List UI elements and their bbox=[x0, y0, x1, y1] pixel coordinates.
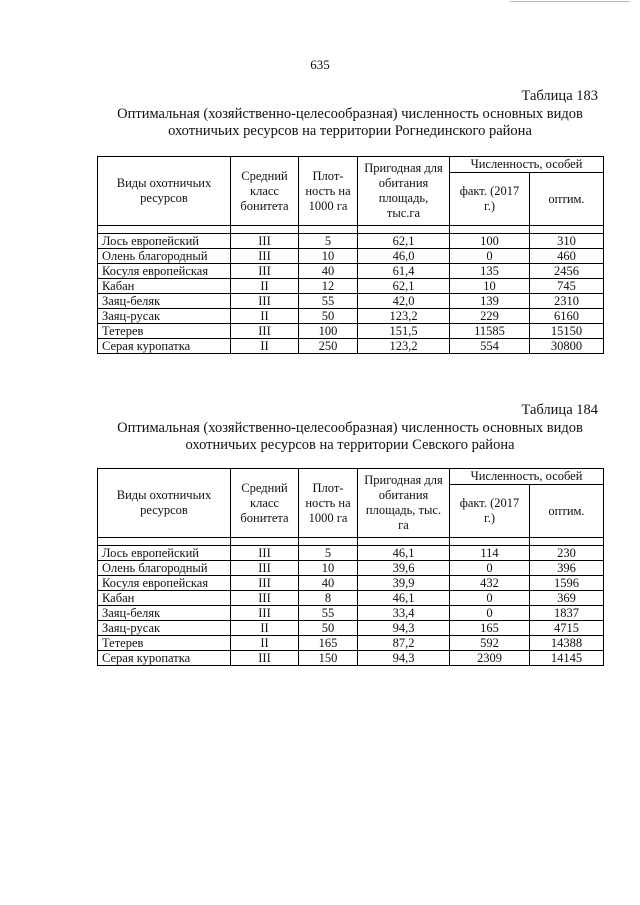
header-area: Пригодная для обитания площадь, тыс.га bbox=[358, 157, 450, 226]
cell-optim: 745 bbox=[530, 279, 604, 294]
cell-class: III bbox=[231, 606, 299, 621]
cell-class: III bbox=[231, 249, 299, 264]
cell-optim: 2456 bbox=[530, 264, 604, 279]
cell-density: 5 bbox=[299, 234, 358, 249]
cell-name: Кабан bbox=[98, 591, 231, 606]
cell-optim: 230 bbox=[530, 546, 604, 561]
cell-optim: 460 bbox=[530, 249, 604, 264]
cell-density: 100 bbox=[299, 324, 358, 339]
cell-area: 61,4 bbox=[358, 264, 450, 279]
cell-class: III bbox=[231, 264, 299, 279]
table-row bbox=[98, 264, 604, 279]
cell-optim: 310 bbox=[530, 234, 604, 249]
cell-area: 94,3 bbox=[358, 621, 450, 636]
header-class: Средний класс бонитета bbox=[231, 469, 299, 538]
header-class: Средний класс бонитета bbox=[231, 157, 299, 226]
cell-fact: 229 bbox=[450, 309, 530, 324]
cell-density: 250 bbox=[299, 339, 358, 354]
cell-optim: 2310 bbox=[530, 294, 604, 309]
cell-area: 123,2 bbox=[358, 339, 450, 354]
cell-density: 5 bbox=[299, 546, 358, 561]
table-183 bbox=[97, 156, 604, 354]
cell-name: Олень благородный bbox=[98, 249, 231, 264]
cell-fact: 432 bbox=[450, 576, 530, 591]
cell-name: Заяц-русак bbox=[98, 309, 231, 324]
cell-optim: 6160 bbox=[530, 309, 604, 324]
cell-area: 42,0 bbox=[358, 294, 450, 309]
header-density: Плот-ность на 1000 га bbox=[299, 469, 358, 538]
header-species: Виды охотничьих ресурсов bbox=[98, 469, 231, 538]
header-species: Виды охотничьих ресурсов bbox=[98, 157, 231, 226]
table-row bbox=[98, 279, 604, 294]
cell-name: Лось европейский bbox=[98, 546, 231, 561]
cell-fact: 165 bbox=[450, 621, 530, 636]
cell-density: 55 bbox=[299, 294, 358, 309]
table-row bbox=[98, 324, 604, 339]
cell-optim: 15150 bbox=[530, 324, 604, 339]
cell-fact: 10 bbox=[450, 279, 530, 294]
cell-name: Лось европейский bbox=[98, 234, 231, 249]
table-row bbox=[98, 576, 604, 591]
cell-density: 8 bbox=[299, 591, 358, 606]
cell-fact: 0 bbox=[450, 561, 530, 576]
cell-name: Заяц-беляк bbox=[98, 606, 231, 621]
cell-fact: 0 bbox=[450, 591, 530, 606]
cell-class: III bbox=[231, 234, 299, 249]
cell-density: 40 bbox=[299, 264, 358, 279]
cell-area: 62,1 bbox=[358, 234, 450, 249]
cell-fact: 135 bbox=[450, 264, 530, 279]
table-row bbox=[98, 606, 604, 621]
header-fact: факт. (2017 г.) bbox=[450, 485, 530, 538]
cell-density: 12 bbox=[299, 279, 358, 294]
cell-density: 150 bbox=[299, 651, 358, 666]
cell-optim: 14388 bbox=[530, 636, 604, 651]
cell-fact: 139 bbox=[450, 294, 530, 309]
cell-name: Заяц-беляк bbox=[98, 294, 231, 309]
table-row bbox=[98, 309, 604, 324]
cell-class: III bbox=[231, 651, 299, 666]
cell-area: 94,3 bbox=[358, 651, 450, 666]
cell-class: III bbox=[231, 546, 299, 561]
cell-name: Тетерев bbox=[98, 324, 231, 339]
cell-class: III bbox=[231, 576, 299, 591]
table-row bbox=[98, 339, 604, 354]
header-fact: факт. (2017 г.) bbox=[450, 173, 530, 226]
cell-density: 50 bbox=[299, 621, 358, 636]
table-183-title: Оптимальная (хозяйственно-целесообразная) численность основных видов охотничьих ресурсов на территории Рогнединского района bbox=[117, 106, 583, 139]
cell-fact: 100 bbox=[450, 234, 530, 249]
cell-name: Олень благородный bbox=[98, 561, 231, 576]
cell-optim: 4715 bbox=[530, 621, 604, 636]
cell-area: 46,1 bbox=[358, 546, 450, 561]
cell-class: II bbox=[231, 339, 299, 354]
table-184-title: Оптимальная (хозяйственно-целесообразная) численность основных видов охотничьих ресурсов на территории Севского района bbox=[117, 420, 583, 453]
cell-density: 55 bbox=[299, 606, 358, 621]
cell-area: 46,1 bbox=[358, 591, 450, 606]
cell-area: 62,1 bbox=[358, 279, 450, 294]
cell-optim: 14145 bbox=[530, 651, 604, 666]
table-row bbox=[98, 621, 604, 636]
cell-class: III bbox=[231, 591, 299, 606]
page-number: 635 bbox=[310, 57, 330, 72]
cell-optim: 1596 bbox=[530, 576, 604, 591]
cell-area: 33,4 bbox=[358, 606, 450, 621]
cell-name: Заяц-русак bbox=[98, 621, 231, 636]
header-count: Численность, особей bbox=[450, 157, 604, 173]
cell-class: II bbox=[231, 636, 299, 651]
cell-density: 165 bbox=[299, 636, 358, 651]
cell-area: 39,9 bbox=[358, 576, 450, 591]
table-184 bbox=[97, 468, 604, 666]
cell-area: 151,5 bbox=[358, 324, 450, 339]
cell-class: II bbox=[231, 279, 299, 294]
cell-name: Косуля европейская bbox=[98, 576, 231, 591]
header-area: Пригодная для обитания площадь, тыс. га bbox=[358, 469, 450, 538]
table-row bbox=[98, 636, 604, 651]
top-rule bbox=[510, 1, 630, 2]
cell-optim: 396 bbox=[530, 561, 604, 576]
header-count: Численность, особей bbox=[450, 469, 604, 485]
table-row bbox=[98, 591, 604, 606]
cell-fact: 0 bbox=[450, 606, 530, 621]
table-row bbox=[98, 651, 604, 666]
cell-class: III bbox=[231, 294, 299, 309]
cell-density: 40 bbox=[299, 576, 358, 591]
cell-class: II bbox=[231, 621, 299, 636]
table-row bbox=[98, 546, 604, 561]
cell-density: 10 bbox=[299, 249, 358, 264]
cell-area: 87,2 bbox=[358, 636, 450, 651]
header-density: Плот-ность на 1000 га bbox=[299, 157, 358, 226]
cell-optim: 1837 bbox=[530, 606, 604, 621]
cell-area: 46,0 bbox=[358, 249, 450, 264]
table-row bbox=[98, 249, 604, 264]
cell-class: II bbox=[231, 309, 299, 324]
cell-fact: 554 bbox=[450, 339, 530, 354]
table-183-label: Таблица 183 bbox=[521, 88, 598, 104]
cell-density: 10 bbox=[299, 561, 358, 576]
header-optim: оптим. bbox=[530, 173, 604, 226]
cell-class: III bbox=[231, 324, 299, 339]
cell-fact: 11585 bbox=[450, 324, 530, 339]
cell-name: Серая куропатка bbox=[98, 651, 231, 666]
cell-name: Кабан bbox=[98, 279, 231, 294]
cell-name: Серая куропатка bbox=[98, 339, 231, 354]
cell-optim: 30800 bbox=[530, 339, 604, 354]
cell-fact: 2309 bbox=[450, 651, 530, 666]
cell-name: Тетерев bbox=[98, 636, 231, 651]
cell-density: 50 bbox=[299, 309, 358, 324]
cell-class: III bbox=[231, 561, 299, 576]
table-row bbox=[98, 561, 604, 576]
table-row bbox=[98, 294, 604, 309]
cell-area: 123,2 bbox=[358, 309, 450, 324]
header-optim: оптим. bbox=[530, 485, 604, 538]
cell-fact: 592 bbox=[450, 636, 530, 651]
cell-optim: 369 bbox=[530, 591, 604, 606]
cell-fact: 0 bbox=[450, 249, 530, 264]
cell-fact: 114 bbox=[450, 546, 530, 561]
table-184-label: Таблица 184 bbox=[521, 402, 598, 418]
cell-area: 39,6 bbox=[358, 561, 450, 576]
cell-name: Косуля европейская bbox=[98, 264, 231, 279]
table-row bbox=[98, 234, 604, 249]
